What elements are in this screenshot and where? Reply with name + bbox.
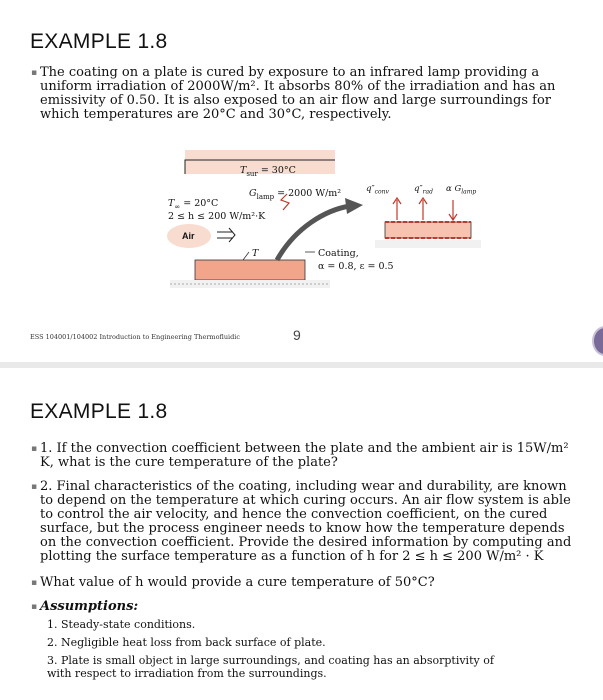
assumption-item: 3. Plate is small object in large surroundings, and coating has an absorptivity of (47, 654, 494, 667)
slide-title: EXAMPLE 1.8 (30, 400, 168, 423)
assumptions-title: Assumptions: (40, 599, 139, 614)
problem-statement-line: which temperatures are 20°C and 30°C, respectively. (40, 107, 392, 122)
bullet-icon: ▪ (31, 444, 38, 454)
question-2-line: on the convection coefficient. Provide the desired information by computing and (40, 535, 572, 550)
slide-nav-button[interactable] (592, 326, 603, 356)
assumption-item: 1. Steady-state conditions. (47, 618, 196, 631)
assumption-item: with respect to irradiation from the surroundings. (47, 667, 327, 680)
question-2-line: to depend on the temperature at which curing occurs. An air flow system is able (40, 493, 571, 508)
slide-title: EXAMPLE 1.8 (30, 30, 168, 53)
question-3: What value of h would provide a cure temperature of 50°C? (40, 575, 435, 590)
plate (195, 260, 305, 280)
question-1-line: K, what is the cure temperature of the plate? (40, 455, 338, 470)
assumption-item: 2. Negligible heat loss from back surface of plate. (47, 636, 326, 649)
problem-statement-line: uniform irradiation of 2000W/m². It absorbs 80% of the irradiation and has an (40, 79, 556, 94)
coating-properties: α = 0.8, ε = 0.5 (318, 261, 394, 272)
question-2-line: 2. Final characteristics of the coating, including wear and durability, are known (40, 479, 567, 494)
problem-statement-line: The coating on a plate is cured by exposure to an infrared lamp providing a (40, 65, 540, 80)
bullet-icon: ▪ (31, 482, 38, 492)
question-2-line: plotting the surface temperature as a function of h for 2 ≤ h ≤ 200 W/m² · K (40, 549, 544, 564)
zoom-arrowhead (345, 198, 363, 214)
q-rad-label: $q''_{rad}$ (414, 184, 433, 196)
curing-diagram (165, 148, 495, 298)
page-number: 9 (293, 327, 301, 343)
air-flow-arrowhead (229, 228, 235, 242)
air-label: Air (182, 231, 195, 241)
question-2-line: to control the air velocity, and hence the convection coefficient, on the cured (40, 507, 548, 522)
question-1-line: 1. If the convection coefficient between the plate and the ambient air is 15W/m² (40, 441, 569, 456)
course-footer: ESS 104001/104002 Introduction to Engineering Thermofluidic (30, 333, 240, 341)
bullet-icon: ▪ (31, 602, 38, 612)
t-surface-label: T (252, 248, 259, 259)
h-range-label: 2 ≤ h ≤ 200 W/m²·K (168, 211, 266, 222)
question-2-line: surface, but the process engineer needs to know how the temperature depends (40, 521, 565, 536)
coating-label: Coating, (318, 248, 359, 259)
alpha-g-lamp-label: α $G_{lamp}$ (446, 184, 477, 196)
plate-detail-support (375, 240, 481, 248)
t-inf-label: $T_\infty = 20^\circ C$ (168, 198, 219, 211)
slide-2 (0, 368, 603, 700)
problem-statement-line: emissivity of 0.50. It is also exposed to an air flow and large surroundings for (40, 93, 552, 108)
bullet-icon: ▪ (31, 68, 38, 78)
t-leader (243, 252, 249, 260)
g-lamp-label: $G_{lamp} = 2000$ W/m² (249, 188, 342, 201)
t-sur-label: $T_{sur} = 30^\circ C$ (240, 165, 296, 178)
plate-detail (385, 222, 471, 238)
q-conv-label: $q''_{conv}$ (366, 184, 389, 196)
bullet-icon: ▪ (31, 578, 38, 588)
